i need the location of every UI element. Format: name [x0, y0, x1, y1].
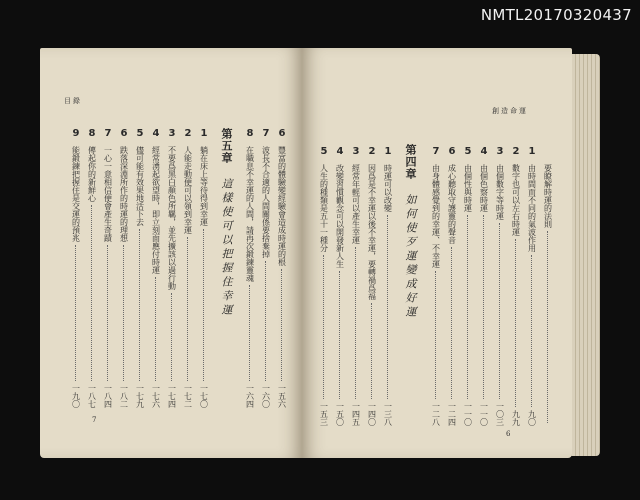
- toc-entry: [478, 146, 490, 426]
- entry-number: 1: [528, 146, 536, 157]
- watermark-id: NMTL20170320437: [480, 6, 632, 24]
- entry-page: 一一〇: [463, 402, 473, 426]
- toc-entry: [526, 146, 538, 426]
- toc-entry: [430, 146, 442, 426]
- entry-page: 一七〇: [199, 384, 209, 408]
- entry-title: 由個色察時運: [479, 164, 489, 212]
- dot-leader: [355, 247, 357, 399]
- entry-page: 一六四: [245, 384, 255, 408]
- dot-leader: [187, 237, 189, 381]
- entry-number: 1: [200, 128, 208, 139]
- toc-entry: [510, 146, 522, 426]
- left-page-number: 7: [92, 416, 97, 424]
- dot-leader: [435, 271, 437, 399]
- toc-entry: [244, 128, 256, 408]
- entry-title: 由個數字等時運: [495, 164, 505, 220]
- toc-entry: [166, 128, 178, 408]
- entry-page: 一五三: [319, 402, 329, 426]
- toc-entry: [350, 146, 362, 426]
- dot-leader: [387, 215, 389, 399]
- dot-leader: [203, 229, 205, 381]
- entry-title: 由個性與時運: [463, 164, 473, 212]
- dot-leader: [451, 247, 453, 399]
- chapter-title: 如何使歹運變成好運: [404, 194, 417, 320]
- entry-page: 一三八: [383, 402, 393, 426]
- toc-entry: [542, 146, 554, 426]
- right-page-header: 創造命運: [492, 107, 528, 115]
- entry-title: 不要爲黑白顏色所羈，並先擴該以過行動: [167, 146, 177, 290]
- dot-leader: [467, 215, 469, 399]
- entry-page: 一七九: [135, 384, 145, 408]
- toc-entry: [462, 146, 474, 426]
- entry-number: 6: [278, 128, 286, 139]
- entry-number: 7: [262, 128, 270, 139]
- page-edge-stack: [568, 54, 600, 456]
- entry-page: 一七二: [183, 384, 193, 408]
- dot-leader: [265, 261, 267, 381]
- dot-leader: [323, 255, 325, 399]
- entry-title: 能鍛鍊把握住是交運的預兆: [71, 146, 81, 242]
- entry-title: 因爲是不幸運以後不幸運，要轉禍爲福: [367, 164, 377, 300]
- entry-number: 7: [104, 128, 112, 139]
- entry-title: 躺在床上等待得到幸運: [199, 146, 209, 226]
- entry-number: 2: [184, 128, 192, 139]
- entry-page: 一五六: [277, 384, 287, 408]
- dot-leader: [171, 293, 173, 381]
- toc-entry: [334, 146, 346, 426]
- entry-title: 一心一意相信便會產生奇蹟: [103, 146, 113, 242]
- entry-page: 一四五: [351, 402, 361, 426]
- toc-entry: [134, 128, 146, 408]
- toc-entry: [70, 128, 82, 408]
- entry-page: 一五〇: [335, 402, 345, 426]
- entry-page: 一八四: [103, 384, 113, 408]
- left-page-header: 目錄: [64, 97, 82, 105]
- dot-leader: [139, 229, 141, 381]
- entry-number: 4: [480, 146, 488, 157]
- entry-number: 2: [512, 146, 520, 157]
- toc-entry: [182, 128, 194, 408]
- entry-number: 5: [136, 128, 144, 139]
- toc-entry: [318, 146, 330, 426]
- dot-leader: [155, 277, 157, 381]
- entry-title: 儘可能有效果地活下去: [135, 146, 145, 226]
- entry-title: 由時間而不同的氣波作用: [527, 164, 537, 252]
- dot-leader: [531, 255, 533, 407]
- dot-leader: [107, 245, 109, 381]
- open-book: [40, 40, 600, 468]
- entry-number: 8: [88, 128, 96, 139]
- entry-title: 人能走動便可以領到幸運: [183, 146, 193, 234]
- entry-number: 4: [336, 146, 344, 157]
- entry-number: 6: [120, 128, 128, 139]
- entry-title: 成心聽取守護靈的聲音: [447, 164, 457, 244]
- entry-number: 5: [320, 146, 328, 157]
- entry-number: 8: [246, 128, 254, 139]
- dot-leader: [339, 271, 341, 399]
- entry-page: 一六〇: [261, 384, 271, 408]
- chapter-heading: [402, 144, 418, 424]
- entry-title: 波長不合適的人間關係要捨棄掉: [261, 146, 271, 258]
- entry-title: 改變習慣觀念可以開發新人生: [335, 164, 345, 268]
- left-page: [40, 48, 302, 458]
- dot-leader: [547, 231, 549, 423]
- chapter-label: 第四章: [404, 144, 417, 180]
- toc-entry: [446, 146, 458, 426]
- chapter-label: 第五章: [220, 128, 233, 164]
- entry-number: 2: [368, 146, 376, 157]
- entry-title: 時運可以改變: [383, 164, 393, 212]
- dot-leader: [249, 285, 251, 381]
- entry-title: 數字也可以左右時運: [511, 164, 521, 236]
- dot-leader: [91, 205, 93, 381]
- entry-title: 傳起你的新鮮心: [87, 146, 97, 202]
- entry-title: 跌落深淵所作的時運的理想: [119, 146, 129, 242]
- entry-title: 經常年輕可以產生幸運: [351, 164, 361, 244]
- dot-leader: [483, 215, 485, 399]
- entry-number: 1: [384, 146, 392, 157]
- toc-entry: [382, 146, 394, 426]
- right-page: [302, 48, 572, 458]
- entry-page: 一八七: [87, 384, 97, 408]
- entry-page: 一八二: [119, 384, 129, 408]
- toc-entry: [102, 128, 114, 408]
- entry-number: 3: [352, 146, 360, 157]
- dot-leader: [371, 303, 373, 399]
- entry-number: 6: [448, 146, 456, 157]
- entry-title: 經常湧起欲望時，即立刻面應付時運: [151, 146, 161, 274]
- entry-page: 一九〇: [71, 384, 81, 408]
- toc-entry: [150, 128, 162, 408]
- right-page-number: 6: [506, 430, 511, 438]
- entry-page: 一四〇: [367, 402, 377, 426]
- chapter-heading: [218, 128, 234, 408]
- toc-entry: [494, 146, 506, 426]
- entry-page: 一〇三: [495, 402, 505, 426]
- entry-number: 4: [152, 128, 160, 139]
- toc-entry: [260, 128, 272, 408]
- dot-leader: [123, 245, 125, 381]
- dot-leader: [499, 223, 501, 399]
- toc-entry: [86, 128, 98, 408]
- dot-leader: [281, 269, 283, 381]
- entry-page: 一二四: [447, 402, 457, 426]
- entry-title: 要瞭解時運的法則: [543, 164, 553, 228]
- toc-entry: [276, 128, 288, 408]
- dot-leader: [75, 245, 77, 381]
- entry-page: 一七四: [167, 384, 177, 408]
- entry-page: 一一〇: [479, 402, 489, 426]
- entry-page: 一二八: [431, 402, 441, 426]
- toc-entry: [366, 146, 378, 426]
- toc-entry: [198, 128, 210, 408]
- entry-number: 9: [72, 128, 80, 139]
- entry-number: 3: [496, 146, 504, 157]
- entry-page: 一七六: [151, 384, 161, 408]
- entry-number: 3: [168, 128, 176, 139]
- entry-title: 人生的種類是五十一種分: [319, 164, 329, 252]
- entry-title: 在職息不幸運的人間，請再次鍛鍊靈魂: [245, 146, 255, 282]
- chapter-title: 這樣使可以把握住幸運: [220, 178, 233, 318]
- entry-page: 九〇: [527, 410, 537, 426]
- entry-title: 豐富的體驗變經驗會造成時運的根: [277, 146, 287, 266]
- dot-leader: [515, 239, 517, 407]
- entry-number: 7: [432, 146, 440, 157]
- entry-title: 由身體感覺到的幸運、不幸運: [431, 164, 441, 268]
- entry-number: 5: [464, 146, 472, 157]
- entry-page: 九九: [511, 410, 521, 426]
- toc-entry: [118, 128, 130, 408]
